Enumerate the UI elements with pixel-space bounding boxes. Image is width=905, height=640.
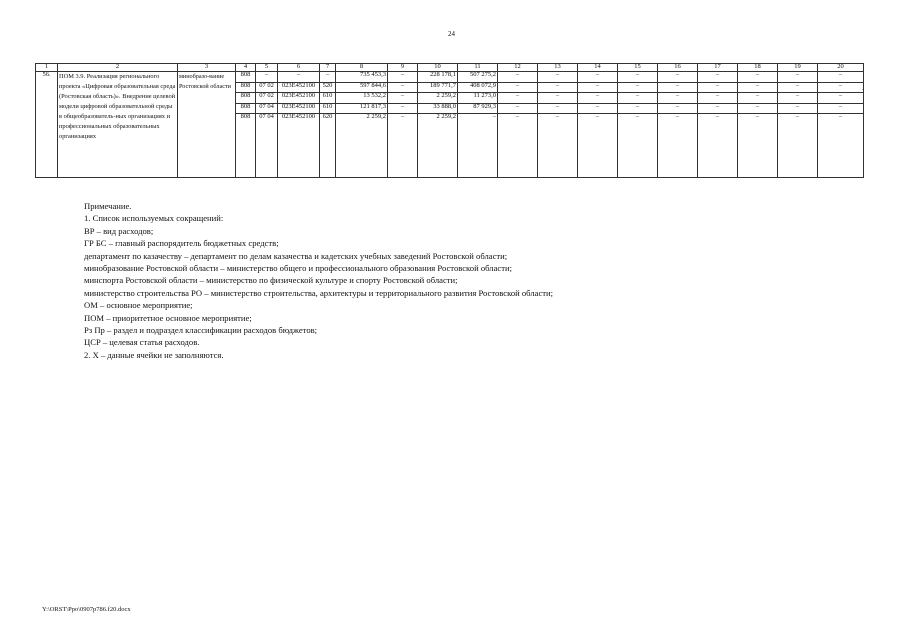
data-cell: – (818, 93, 864, 104)
header-cell: 1 (36, 64, 58, 72)
header-cell: 7 (320, 64, 336, 72)
data-cell: – (388, 93, 418, 104)
note-line: ВР – вид расходов; (84, 225, 154, 236)
data-cell: 2 259,2 (418, 93, 458, 104)
data-cell: – (818, 114, 864, 178)
header-cell: 5 (256, 64, 278, 72)
executor-cell: минобразо-вание Ростовской области (178, 72, 236, 178)
row-number-cell: 56. (36, 72, 58, 178)
data-cell: – (498, 103, 538, 114)
header-cell: 11 (458, 64, 498, 72)
data-cell: 023E452100 (278, 114, 320, 178)
header-cell: 6 (278, 64, 320, 72)
data-cell: – (498, 72, 538, 83)
data-cell: 620 (320, 114, 336, 178)
header-cell: 16 (658, 64, 698, 72)
data-cell: – (738, 93, 778, 104)
data-cell: 228 178,1 (418, 72, 458, 83)
note-line: ЦСР – целевая статья расходов. (84, 337, 200, 348)
data-cell: 520 (320, 82, 336, 93)
notes-section (84, 200, 553, 361)
data-cell: 808 (236, 103, 256, 114)
header-cell: 17 (698, 64, 738, 72)
table-row (36, 72, 864, 83)
note-line: минобразование Ростовской области – министерство общего и профессионального образования Ростовской области; (84, 263, 512, 274)
header-row (36, 64, 864, 72)
data-cell: – (738, 103, 778, 114)
data-cell: – (658, 82, 698, 93)
data-cell: – (578, 93, 618, 104)
data-cell: – (778, 103, 818, 114)
note-line: ОМ – основное мероприятие; (84, 300, 193, 311)
data-cell: – (778, 93, 818, 104)
note-line: министерство строительства РО – министерство строительства, архитектуры и территориального развития Ростовской области; (84, 287, 553, 298)
data-cell: 07 02 (256, 82, 278, 93)
data-cell: – (578, 114, 618, 178)
data-cell: 610 (320, 103, 336, 114)
data-cell: – (538, 114, 578, 178)
data-cell: – (698, 103, 738, 114)
data-cell: 11 273,0 (458, 93, 498, 104)
side-mark: . (862, 86, 864, 92)
data-cell: 507 275,2 (458, 72, 498, 83)
table-body (36, 64, 864, 178)
data-cell: – (498, 82, 538, 93)
data-cell: – (278, 72, 320, 83)
data-cell: – (320, 72, 336, 83)
data-cell: – (578, 103, 618, 114)
data-cell: – (658, 114, 698, 178)
data-cell: 121 817,3 (336, 103, 388, 114)
data-cell: 07 04 (256, 114, 278, 178)
data-cell: – (388, 72, 418, 83)
data-cell: – (578, 72, 618, 83)
data-cell: 023E452100 (278, 82, 320, 93)
data-cell: – (618, 114, 658, 178)
data-cell: 808 (236, 72, 256, 83)
data-cell: – (458, 114, 498, 178)
data-cell: – (818, 82, 864, 93)
header-cell: 8 (336, 64, 388, 72)
data-cell: 023E452100 (278, 103, 320, 114)
data-cell: 33 888,0 (418, 103, 458, 114)
budget-table (35, 63, 864, 178)
data-cell: – (818, 103, 864, 114)
data-cell: – (578, 82, 618, 93)
data-cell: 07 02 (256, 93, 278, 104)
header-cell: 12 (498, 64, 538, 72)
header-cell: 2 (58, 64, 178, 72)
note-line: минспорта Ростовской области – министерство по физической культуре и спорту Ростовской области; (84, 275, 458, 286)
note-line: Рз Пр – раздел и подраздел классификации расходов бюджетов; (84, 325, 318, 336)
data-cell: – (698, 82, 738, 93)
data-cell: – (738, 114, 778, 178)
event-name-cell: ПОМ 3.9. Реализация регионального проекта «Цифровая образовательная среда (Ростовская область)». Внедрение целевой модели цифровой образовательной среды в общеобразователь-ных организациях и профессиональных образовательных организациях (58, 72, 178, 178)
data-cell: 610 (320, 93, 336, 104)
data-cell: – (388, 114, 418, 178)
data-cell: 023E452100 (278, 93, 320, 104)
header-cell: 9 (388, 64, 418, 72)
data-cell: – (738, 72, 778, 83)
note-line: Примечание. (84, 201, 132, 211)
data-cell: – (658, 103, 698, 114)
header-cell: 18 (738, 64, 778, 72)
data-cell: – (538, 103, 578, 114)
data-cell: 87 929,3 (458, 103, 498, 114)
note-line: ГР БС – главный распорядитель бюджетных средств; (84, 238, 279, 249)
data-cell: – (658, 72, 698, 83)
header-cell: 3 (178, 64, 236, 72)
note-line: 2. Х – данные ячейки не заполняются. (84, 349, 224, 360)
data-cell: 408 072,9 (458, 82, 498, 93)
data-cell: 189 771,7 (418, 82, 458, 93)
data-cell: – (618, 103, 658, 114)
data-cell: 07 04 (256, 103, 278, 114)
data-cell: – (256, 72, 278, 83)
data-cell: – (538, 72, 578, 83)
header-cell: 15 (618, 64, 658, 72)
data-cell: 808 (236, 93, 256, 104)
data-cell: – (778, 82, 818, 93)
note-line: департамент по казачеству – департамент по делам казачества и кадетских учебных заведений Ростовской области; (84, 250, 508, 261)
data-cell: 808 (236, 82, 256, 93)
data-cell: 13 532,2 (336, 93, 388, 104)
header-cell: 4 (236, 64, 256, 72)
note-line: ПОМ – приоритетное основное мероприятие; (84, 312, 252, 323)
data-cell: – (388, 82, 418, 93)
data-cell: 2 259,2 (336, 114, 388, 178)
data-cell: 2 259,2 (418, 114, 458, 178)
data-cell: 597 844,6 (336, 82, 388, 93)
data-cell: – (618, 72, 658, 83)
data-cell: – (698, 72, 738, 83)
data-cell: – (538, 93, 578, 104)
data-cell: – (658, 93, 698, 104)
data-cell: 808 (236, 114, 256, 178)
data-cell: – (498, 114, 538, 178)
data-cell: – (738, 82, 778, 93)
data-cell: – (618, 82, 658, 93)
file-path-footer: Y:\ORST\Ppo\0907p786.f20.docx (42, 606, 131, 613)
data-cell: – (778, 114, 818, 178)
data-cell: – (698, 114, 738, 178)
header-cell: 13 (538, 64, 578, 72)
data-cell: – (778, 72, 818, 83)
header-cell: 19 (778, 64, 818, 72)
header-cell: 14 (578, 64, 618, 72)
data-cell: – (698, 93, 738, 104)
data-cell: – (498, 93, 538, 104)
data-cell: – (388, 103, 418, 114)
data-cell: – (818, 72, 864, 83)
header-cell: 10 (418, 64, 458, 72)
page-number: 24 (448, 30, 455, 38)
data-cell: – (618, 93, 658, 104)
data-cell: – (538, 82, 578, 93)
data-cell: 735 453,3 (336, 72, 388, 83)
header-cell: 20 (818, 64, 864, 72)
note-line: 1. Список используемых сокращений: (84, 213, 224, 224)
